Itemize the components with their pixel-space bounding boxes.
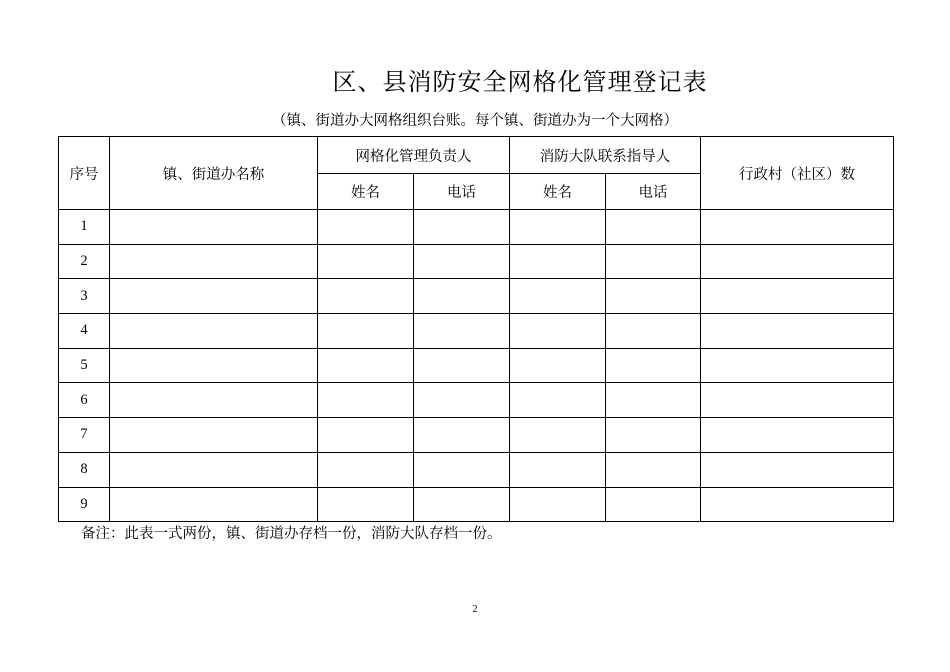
liaison-name-cell[interactable] (510, 210, 606, 245)
manager-phone-cell[interactable] (414, 210, 510, 245)
liaison-phone-cell[interactable] (606, 348, 701, 383)
header-manager-name: 姓名 (318, 174, 414, 210)
manager-phone-cell[interactable] (414, 279, 510, 314)
village-count-cell[interactable] (701, 244, 894, 279)
liaison-phone-cell[interactable] (606, 210, 701, 245)
remark-note: 备注：此表一式两份，镇、街道办存档一份，消防大队存档一份。 (81, 526, 502, 542)
liaison-phone-cell[interactable] (606, 244, 701, 279)
header-seq: 序号 (59, 137, 110, 210)
manager-phone-cell[interactable] (414, 383, 510, 418)
liaison-name-cell[interactable] (510, 314, 606, 349)
town-name-cell[interactable] (110, 487, 318, 522)
row-seq: 1 (59, 210, 110, 245)
liaison-phone-cell[interactable] (606, 452, 701, 487)
table-row (59, 452, 894, 487)
row-seq: 4 (59, 314, 110, 349)
village-count-cell[interactable] (701, 314, 894, 349)
village-count-cell[interactable] (701, 452, 894, 487)
header-town-name: 镇、街道办名称 (110, 137, 318, 210)
town-name-cell[interactable] (110, 383, 318, 418)
liaison-phone-cell[interactable] (606, 383, 701, 418)
row-seq: 3 (59, 279, 110, 314)
liaison-name-cell[interactable] (510, 244, 606, 279)
row-seq: 2 (59, 244, 110, 279)
row-seq: 8 (59, 452, 110, 487)
town-name-cell[interactable] (110, 348, 318, 383)
registration-table (58, 136, 894, 522)
table-row (59, 348, 894, 383)
village-count-cell[interactable] (701, 383, 894, 418)
liaison-phone-cell[interactable] (606, 279, 701, 314)
row-seq: 9 (59, 487, 110, 522)
liaison-name-cell[interactable] (510, 452, 606, 487)
row-seq: 7 (59, 418, 110, 453)
manager-phone-cell[interactable] (414, 452, 510, 487)
town-name-cell[interactable] (110, 314, 318, 349)
manager-name-cell[interactable] (318, 314, 414, 349)
table-row (59, 279, 894, 314)
town-name-cell[interactable] (110, 418, 318, 453)
town-name-cell[interactable] (110, 244, 318, 279)
town-name-cell[interactable] (110, 210, 318, 245)
village-count-cell[interactable] (701, 418, 894, 453)
liaison-name-cell[interactable] (510, 418, 606, 453)
header-manager-phone: 电话 (414, 174, 510, 210)
document-subtitle: （镇、街道办大网格组织台账。每个镇、街道办为一个大网格） (272, 113, 678, 129)
table-row (59, 210, 894, 245)
manager-name-cell[interactable] (318, 279, 414, 314)
manager-phone-cell[interactable] (414, 314, 510, 349)
table-row (59, 418, 894, 453)
village-count-cell[interactable] (701, 487, 894, 522)
header-grid-manager: 网格化管理负责人 (318, 137, 510, 174)
manager-name-cell[interactable] (318, 487, 414, 522)
manager-phone-cell[interactable] (414, 244, 510, 279)
liaison-phone-cell[interactable] (606, 487, 701, 522)
liaison-phone-cell[interactable] (606, 418, 701, 453)
manager-phone-cell[interactable] (414, 348, 510, 383)
table-row (59, 487, 894, 522)
liaison-name-cell[interactable] (510, 383, 606, 418)
liaison-name-cell[interactable] (510, 348, 606, 383)
village-count-cell[interactable] (701, 279, 894, 314)
document-title: 区、县消防安全网格化管理登记表 (332, 68, 708, 96)
header-village-count: 行政村（社区）数 (701, 137, 894, 210)
row-seq: 5 (59, 348, 110, 383)
liaison-name-cell[interactable] (510, 279, 606, 314)
manager-phone-cell[interactable] (414, 418, 510, 453)
manager-name-cell[interactable] (318, 452, 414, 487)
liaison-phone-cell[interactable] (606, 314, 701, 349)
manager-name-cell[interactable] (318, 244, 414, 279)
manager-name-cell[interactable] (318, 383, 414, 418)
town-name-cell[interactable] (110, 452, 318, 487)
header-liaison-name: 姓名 (510, 174, 606, 210)
table-row (59, 383, 894, 418)
manager-name-cell[interactable] (318, 418, 414, 453)
town-name-cell[interactable] (110, 279, 318, 314)
manager-name-cell[interactable] (318, 348, 414, 383)
manager-name-cell[interactable] (318, 210, 414, 245)
table-row (59, 314, 894, 349)
header-liaison-phone: 电话 (606, 174, 701, 210)
manager-phone-cell[interactable] (414, 487, 510, 522)
page-number: 2 (472, 604, 478, 615)
header-row-1 (59, 137, 894, 174)
village-count-cell[interactable] (701, 348, 894, 383)
liaison-name-cell[interactable] (510, 487, 606, 522)
village-count-cell[interactable] (701, 210, 894, 245)
table-row (59, 244, 894, 279)
header-fire-liaison: 消防大队联系指导人 (510, 137, 701, 174)
row-seq: 6 (59, 383, 110, 418)
